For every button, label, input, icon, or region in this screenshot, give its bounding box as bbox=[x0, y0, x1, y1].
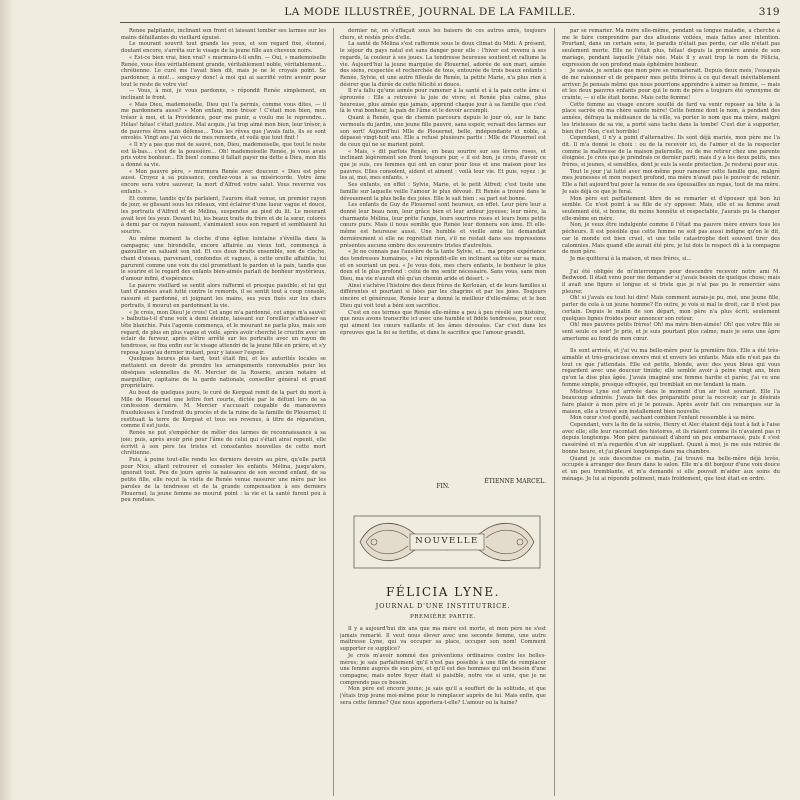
paragraph: Non, je veux être indulgente comme il l'était ma pauvre mère envers tous les pécheurs. Il est possible que cette femme ne soit pas aussi indigne qu'on le dit, car le monde est bien cruel, et une telle catastrophe doit souvent tirer des calomnies. Mais quand elle aurait été pire, je lui dois le respect dû à la compagne de mon père. bbox=[562, 222, 780, 256]
paragraph: « Mais Dieu, mademoiselle, Dieu qui l'a permis, comme vous dites, — il me pardonnera aussi? » Mon enfant, mon trésor ! C'était mon bien, mon trésor à moi, et la Providence, pour me punir, a voulu me le reprendre... Hélas! hélas! c'était justice. Mal acquis, j'ai trop aimé mon bien, leur trésor, à de pauvres êtres sans défense... Tous les rêves que j'avais faits, ils se sont envolés. Vingt ans j'ai vécu de mes remords, et voilà que tout finit ! bbox=[121, 101, 326, 142]
journal-title: LA MODE ILLUSTRÉE, JOURNAL DE LA FAMILLE. bbox=[284, 6, 576, 18]
paragraph: Je savais, je sentais que mon père se remarierait. Depuis deux mois, l'essayais de me raisonner et de préparer mes petits frères à ce qui devait inévitablement arriver. Je pensais même que nous pourrions apprendre à aimer sa femme, — mais et les deux pauvres enfants pour qui le nom de père a toujours été synonyme de crainte, — si elle était bonne. Mais cette femme! bbox=[562, 68, 780, 102]
paragraph: Oh! si j'avais eu tout lui dire! Mais comment aurais-je pu, moi, une jeune fille, parler de cela à un jeune homme? En outre, je vois si mal le droit, car il n'est pas certain. Depuis le matin de son départ, mon père n'a plus écrit; seulement quelques lignes froides pour annoncer son retour. bbox=[562, 295, 780, 322]
paragraph: Les enfants de Guy de Plouernel sont heureux, en effet. Leur père leur a donné leur beau nom, leur grâce bien et leur ardeur joyeuse; leur mère, la charmante Mélina, leur prête l'ange, leurs sourires roses et leurs bons petits cœurs purs. Mais il nous semble que Renée leur donnera son âme. Et elle-même est heureuse aussi. Une humble et vieille amie lui demandait dernièrement si elle ne regrettait rien, s'il ne restait dans ses impressions présentes aucune ombre des souvenirs tristes d'autrefois. bbox=[340, 202, 546, 249]
paragraph: Mon père est encore jeune; je sais qu'il a souffert de la solitude, et que j'étais trop jeune moi-même pour le remplacer auprès de lui. Mais enfin, que sera cette femme? Que nous apportera-t-elle? L'amour ou la haine? bbox=[340, 686, 546, 706]
paragraph: Quant à Renée, que de chemin parcouru depuis le jour où, sur le banc vermoulu du jardin, une jeune fille pauvre, sans espoir, versait des larmes sur son sort! Aujourd'hui Mlle de Plouernel, belle, indépendante et noble, a dépassé vingt-huit ans. Elle a refusé plusieurs partis : Mlle de Plouernel est de ceux qui ne se marient point. bbox=[340, 115, 546, 148]
paragraph: J'ai été obligée de m'interrompre pour descendre recevoir notre ami M. Bedwood. Il était venu pour me demander si j'avais besoin de quelque chose; mais il avait une figure si longue et si triste que je n'ai pas pu le remercier sans pleurer. bbox=[562, 268, 780, 295]
paragraph: Et comme, tandis qu'ils parlaient, l'aurore était venue, un premier rayon de jour, se glissant sous les rideaux, vint éclairer d'une lueur vague et douce, les portraits d'Alfred et de Mélina, suspendus au pied du lit. Le mourant avait levé les yeux. Devant lui, les beaux traits du frère et de la sœur, colorés à demi par ce rayon naissant, s'animaient sous son regard et semblaient lui sourire. bbox=[121, 195, 326, 236]
paragraph: Cependant, vers la fin de la soirée, Henry et Alec étaient déjà tout à fait à l'aise avec elle; elle leur racontait des histoires, et ils riaient comme ils n'avaient pas ri depuis longtemps. Mon père paraissait d'abord un peu embarrassé, puis il s'est rasséréné et m'a regardée d'un air suppliant. Quant à moi, je me suis retirée de bonne heure, et j'ai pleuré longtemps dans ma chambre. bbox=[562, 422, 780, 455]
paragraph: Il y a aujourd'hui dix ans que ma mère est morte, et mon père ne s'est jamais remarié. Il veut nous élever avec une seconde femme, une autre maîtresse Lyne, qui va occuper sa place, occuper son nom! Comment supporter ce supplice? bbox=[340, 626, 546, 653]
page-number: 319 bbox=[758, 6, 780, 18]
text-column-1 bbox=[121, 28, 326, 796]
paragraph: Oh! mes pauvres petits frères! Oh! ma mère bien-aimée! Oh! que votre fille se sent seule ce soir! Je prie, et je suis pourtant plus calme; mais je sens une âpre amertume au fond de mon cœur. bbox=[562, 322, 780, 342]
text-column-2 bbox=[340, 28, 546, 476]
paragraph: « Mais, » dit parfois Renée, en beau sourire sur ses lèvres roses, et inclinant légèrement son front toujours pur, « il est bon, je crois, d'avoir ce que je suis, ces femmes qui ont un cœur pour tous et une maison pour les pauvres. Elles consolent, aident et aiment : voilà leur vie. Et puis, voyez : je les ai, moi, mes enfants. » bbox=[340, 148, 546, 182]
paragraph: dernier né, on s'effaçait sous les baisers de ces autres amis, toujours chers, et restés près d'elle. bbox=[340, 28, 546, 41]
paragraph: Au bout de quelques jours, le curé de Kergoat remit de la part du mort à Mlle de Plouernel une lettre fort courte, dictée par le défunt lors de sa confession dernière. M. Mercier s'accusait coupable de manœuvres frauduleuses à l'endroit du procès et de la ruine de la famille de Plouernel; il restituait la terre de Kergoat et tous ses revenus, à titre de réparation, comme il est juste. bbox=[121, 389, 326, 430]
running-header bbox=[120, 4, 780, 22]
column-rule-1 bbox=[333, 28, 334, 796]
banner-label: NOUVELLE bbox=[415, 536, 479, 546]
paragraph: Tout le jour j'ai lutté avec moi-même pour ramener cette famille que, malgré mes jeunesses et mon respect profond, ma mère n'avait pas le pouvoir de retenir. Elle a fait aujourd'hui pour la venue de ses épousailles un repas, tout de ma mère. Je sais déjà ce que je ferai. bbox=[562, 168, 780, 195]
story-subtitle: JOURNAL D'UNE INSTITUTRICE. bbox=[375, 602, 511, 610]
paragraph: Au même moment la cloche d'une église lointaine s'éveilla dans la campagne; une hirondelle, encore affairée au vieux toit, commença à gazouiller en saluant son nid. Et ces doux bruits ensemble, son de cloche, chant d'oiseau, parvenant, confondus et vagues, à cette oreille affaiblie, lui parurent comme une voix du ciel promettant le pardon et la paix, tandis que le sourire et le regard des enfants bien-aimés parlait de bonheur mystérieux, d'amour infini, d'espérance. bbox=[121, 235, 326, 283]
paragraph: par se remarier. Ma mère elle-même, pendant sa longue maladie, a cherché à me le faire comprendre par des allusions voilées, mais faites avec intention. Pourtant, dans un certain sens, le paradis n'était pas perdu, car elle n'était pas seulement morte. Elle ne l'était plus, hélas! depuis la première année de son mariage, pendant laquelle j'étais née. Mais il y avait trop le nom de Félicia, expression de son profond mais éphémère bonheur. bbox=[562, 28, 780, 68]
paragraph: Puis, à peine tout-elle rendu les derniers devoirs au père, qu'elle partit pour Nice, allant retrouver et consoler les enfants. Mélina, jusqu'alors, ignorait tout. Peu de jours après la naissance de son second enfant, de sa petite fille, elle reçut la visite de Renée venue rassurer une mère par les paroles de la tendresse et de la grande compensation à ses derniers Plouernel, la jeune femme ne mourut point : la vie et la santé furent peu à peu rendues. bbox=[121, 457, 326, 504]
paragraph: « Je ne connais pas l'austère de la tante Sylvie, et... ma propre expérience des tendresses humaines, » lui répondit-elle en inclinant sa tête sur sa main, et en souriant un peu. « Je vous dois, mes chers enfants, le bonheur le plus doux et le plus profond : celui de me sentir nécessaire. Sans vous, sans mon Dieu, ma vie n'aurait été qu'un chemin aride et désert. » bbox=[340, 249, 546, 283]
paragraph: Mon cœur s'est gonflé, sachant combien l'enfant ressemble à sa mère. bbox=[570, 415, 756, 422]
story-title: FÉLICIA LYNE. bbox=[386, 585, 500, 599]
paragraph: « Est-ce bien vrai, bien vrai? » murmura-t-il enfin. — Oui, » mademoiselle Renée, vous êtes véritablement grande, véritablement noble, véritablement... chrétienne. Le curé me l'avait bien dit, mais je ne le croyais point. Se pardonner, à moi!... songez-y donc! à moi qui ai sacrifié votre avenir pour tout le reste de votre vie! bbox=[121, 54, 326, 88]
paragraph: Renée palpitante, inclinant son front et laissant tomber ses larmes sur les mains défaillantes du vieillard épuisé. bbox=[121, 28, 326, 41]
paragraph: Mon père est parfaitement libre de se remarier et d'épouser qui bon lui semble. Ce n'est point à sa fille de s'y opposer. Mais, elle et sa femme avait seulement été, si bonne, du moins honnête et respectable, j'aurais pu la changer elle-même en mère. bbox=[562, 195, 780, 222]
paragraph: Je crois m'avoir nommé des préventions ordinaires contre les belles-mères; je sais parfaitement qu'il n'est pas possible à une fille de remplacer une femme auprès de son père, et qu'il est des hommes qui ont besoin d'une compagne; mais notre foyer était si paisible, notre vie si unie, que je ne comprends pas ce besoin. bbox=[340, 652, 546, 686]
paragraph: La santé de Mélina s'est raffermie sous le doux climat du Midi. A présent, le séjour du pays natal est sans danger pour elle : l'hiver est revenu à ses regards, la couleur à ses joues. La tendresse heureuse soutient et rallume la vie. Aujourd'hui la jeune marquise de Plouernel, adorée de son mari, aimée des siens, respectée et recherchée de tous, entourée de trois beaux enfants : Renée, Sylvie, et une autre filleule de Renée, la petite Marie, n'a plus rien à désirer que la durée de cette félicité si douce. bbox=[340, 41, 546, 88]
paragraph: Il n'a fallu qu'une année pour ramener à la santé et à la paix cette âme si éprouvée : Elle a retrouvé la joie de vivre; et Renée plus calme, plus heureuse, plus aimée que jamais, apprend chaque jour à sa famille que c'est là le vrai bonheur, la paix de l'âme et le devoir accompli. bbox=[340, 88, 546, 115]
paragraph: Cette femme au visage encore souillé de fard va venir reposer sa tête à la place sacrée où ma chère sainte mère! Cette femme dont le nom, à pendant des années, défraya la médisance de la ville, va porter le nom que ma mère, malgré les tristesses de sa vie, a porté sans tache dans la tombe! C'est dur à supporter, bien dur! Non, c'est horrible! bbox=[562, 101, 780, 135]
text-column-2-story bbox=[340, 626, 546, 796]
text-column-3 bbox=[562, 28, 780, 796]
nouvelle-banner bbox=[352, 510, 542, 574]
author-signature: ÉTIENNE MARCEL. bbox=[484, 478, 546, 485]
page-gutter-shadow bbox=[0, 0, 14, 800]
paragraph: Mistress Lyne est arrivée dans le moment d'un air tout souriant. Elle l'a beaucoup admirée. J'avais fait des préparatifs pour la recevoir, car je désirais faire plaisir à mon père et je le pouvais. Après avoir fait ces remarques sur la maison, elle a trouvé son installement bien nouvelle. bbox=[562, 388, 780, 415]
paragraph: Ses enfants, en effet : Sylvie, Marie, et le petit Alfred; c'est toute une famille sur laquelle veille l'amour le plus dévoué. Et Renée a trouvé dans le dévouement la plus belle des joies. Elle le sait bien : sa part est bonne. bbox=[340, 182, 546, 202]
column-rule-2 bbox=[554, 28, 555, 796]
paragraph: Quelques heures plus tard, tout était fini, et les autorités locales se mettaient en devoir de prendre les arrangements convenables pour les obsèques solennelles de M. Mercier de la Roserie, ancien notaire et marguillier, capitaine de la garde nationale, conseiller général et grand propriétaire. bbox=[121, 356, 326, 390]
paragraph: Ils sont arrivés, et j'ai vu ma belle-mère pour la première fois. Elle a été très-aimable et très-gracieuse envers moi et envers les enfants. Mais elle n'est pas du tout ce que j'attendais. Elle est petite, blonde, avec des yeux bleus qui vous regardent avec une douceur timide; elle semble avoir à peine vingt ans, bien qu'on la dise plus âgée. J'avais imaginé une femme hardie et parée; j'ai vu une femme simple, presque effrayée, qui tremblait en me tendant la main. bbox=[562, 348, 780, 388]
paragraph: Renée ne put s'empêcher de mêler des larmes de reconnaissance à sa joie; puis, après avoir prié pour l'âme de celui qui s'était ainsi repenti, elle écrivit à son père les tristes et consolantes nouvelles de cette mort chrétienne. bbox=[121, 430, 326, 457]
paragraph: Le mourant souvrit tout grands les yeux, et son regard fixe, étonné, doutant encore, s'arrêta sur le visage de la jeune fille aux cheveux noirs. bbox=[121, 41, 326, 55]
paragraph: « Mon pauvre père, » murmura Renée avec douceur. « Dieu est père aussi. Croyez à sa puissance, confiez-vous à sa miséricorde. Votre âme encore sera votre sauveur, la mort d'Alfred votre salut. Vous reverrez vos enfants. » bbox=[121, 168, 326, 195]
paragraph: C'est en ces termes que Renée elle-même a peu à peu révélé son histoire, que nous avons transcrite ici avec une humble et fidèle tendresse, pour ceux qui aiment les cœurs vaillants et les âmes dévouées. Car c'est dans les épreuves que la foi se fortifie, et dans le sacrifice que l'amour grandit. bbox=[340, 309, 546, 336]
story-part: PREMIÈRE PARTIE. bbox=[410, 614, 476, 620]
paragraph: Ainsi s'achève l'histoire des deux frères de Kerlouan, et de leurs familles si différentes et pourtant si liées par les chagrins et par les joies. Toujours sincère et généreuse, Renée leur a donné le meilleur d'elle-même; et le bon Dieu qui voit tout a béni son sacrifice. bbox=[340, 282, 546, 309]
paragraph: Cependant, il n'y a point d'alternative. Ils sont déjà mariés, mon père me l'a dit. Il m'a donné le choix : ou de la recevoir ici, de l'aimer et de la respecter comme la maîtresse de la maison paternelle, ou de me retirer chez une parente éloignée. Je crois que je prendrais ce dernier parti; mais il y a les deux petits, mes frères, si jeunes, si sensibles, dont je suis la seule protection. Je resterai pour eux. bbox=[562, 135, 780, 169]
paragraph: Quand je suis descendue ce matin, j'ai trouvé ma belle-mère déjà levée, occupée à arranger des fleurs dans le salon. Elle m'a dit bonjour d'une voix douce et un peu tremblante, et m'a demandé si elle pouvait m'aider aux soins du ménage. Je lui ai répondu poliment, mais froidement, que tout était en ordre. bbox=[562, 455, 780, 482]
paragraph: Je me quitterai à la maison, et mes frères, si... bbox=[570, 255, 692, 262]
header-rule bbox=[120, 22, 780, 23]
end-mark: FIN. bbox=[436, 483, 450, 490]
paragraph: Le pauvre vieillard se sentit alors raffermi et presque paisible; et lui qui tant d'années avait lutté contre le remords, il se sentit tout à coup consolé, rassuré et pardonné, et joignant les mains, ses yeux fixés sur les chers portraits, il mourut en pardonnant la vie. bbox=[121, 282, 326, 309]
paragraph: « Je crois, mon Dieu! je crois! Cet ange m'a pardonné, cet ange m'a sauvé! » balbutia-t-il d'une voix à demi éteinte, laissant sur l'oreiller s'affaisser sa tête blanchie. Puis l'agonie commença, et le mourant ne parla plus, mais son regard, de plus en plus vague et voilé, après avoir cherché le crucifix avec un éclair de ferveur, après s'être arrêté sur les portraits avec un rayon de tendresse, se fixa enfin sur le visage attendri de la jeune fille en prière, et s'y reposa jusqu'au dernier instant, pour y laisser l'espoir. bbox=[121, 309, 326, 356]
paragraph: — Vous, à moi, je vous pardonne, » répondit Renée simplement, en inclinant le front. bbox=[121, 88, 326, 102]
paragraph: « Il n'y a pas que moi de sauvé, non, Dieu, mademoiselle, que tout le reste est là-bas... c'est de la poussière... Oh! mademoiselle Renée, je vous avais pris votre bonheur... Eh bien! comme il fallait payer ma dette à Dieu, mon fils a donné sa vie. bbox=[121, 141, 326, 169]
